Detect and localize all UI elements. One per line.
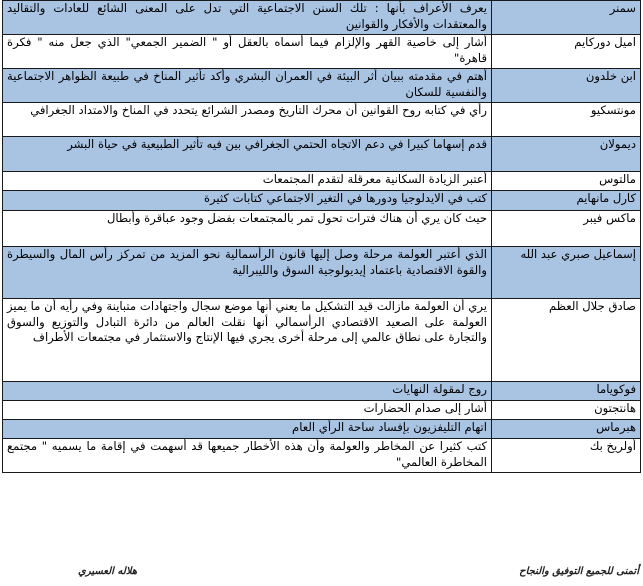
scholar-name: سمنر [492,1,641,35]
scholar-name: مونتسكيو [492,103,641,137]
table-row [3,299,641,382]
scholar-name: كارل مانهايم [492,191,641,211]
scholars-table-body [3,1,641,473]
table-row [3,191,641,211]
scholar-name: اميل دوركايم [492,35,641,69]
table-row [3,69,641,103]
table-row [3,1,641,35]
scholar-name: ديمولان [492,137,641,172]
scholar-contribution: أشار إلى صدام الحضارات [3,401,492,420]
scholar-contribution: كتب في الايدلوجيا ودورها في التغير الاجتماعي كتابات كثيرة [3,191,492,211]
scholar-contribution: يعرف الأعراف بأنها : تلك السنن الاجتماعية التي تدل على المعنى الشائع للعادات والتقاليد والمعتقدات والأفكار والقوانين [3,1,492,35]
scholar-name: مالتوس [492,172,641,191]
table-row [3,382,641,401]
scholar-contribution: يري أن العولمة مازالت قيد التشكيل ما يعني أنها موضع سجال واجتهادات متباينة وفي رأيه أن ما يميز العولمة على الصعيد الاقتصادي الرأسمالي أنها نقلت العالم من دائرة التبادل والتوزيع والسوق والتجارة على نطاق عالمي إلى مرحلة أخرى يجري فيها الإنتاج والاستثمار في مجتمعات الأطراف [3,299,492,382]
table-row [3,401,641,420]
footer-author: هلاله العسيري [78,566,138,577]
scholar-contribution: أعتبر الزيادة السكانية معرقلة لتقدم المجتمعات [3,172,492,191]
table-row [3,211,641,247]
scholar-name: إسماعيل صبري عبد الله [492,247,641,299]
scholar-name: هبرماس [492,420,641,439]
scholar-contribution: الذي أعتبر العولمة مرحلة وصل إليها قانون الرأسمالية نحو المزيد من تمركز رأس المال والسيطرة والقوة الاقتصادية باعتماد إيديولوجية السوق والليبرالية [3,247,492,299]
scholar-contribution: أهتم في مقدمته ببيان أثر البيئة في العمران البشري وأكد تأثير المناخ في طبيعة الظواهر الاجتماعية والنفسية للسكان [3,69,492,103]
scholar-name: أولريخ بك [492,439,641,473]
table-row [3,103,641,137]
table-row [3,439,641,473]
scholar-contribution: كتب كثيرا عن المخاطر والعولمة وأن هذه الأخطار جميعها قد أسهمت في إقامة ما يسميه " مجتمع المخاطرة العالمي" [3,439,492,473]
scholar-contribution: اتهام التليفزيون بإفساد ساحة الرأي العام [3,420,492,439]
footer-wish: أتمنى للجميع التوفيق والنجاح [519,566,639,577]
scholar-name: صادق جلال العظم [492,299,641,382]
scholar-name: هانتجتون [492,401,641,420]
scholar-contribution: أشار إلى خاصية القهر والإلزام فيما أسماه بالعقل أو " الضمير الجمعي" الذي جعل منه " فكرة قاهرة" [3,35,492,69]
scholar-contribution: حيث كان يري أن هناك فترات تحول تمر بالمجتمعات بفضل وجود عباقرة وأبطال [3,211,492,247]
scholars-table [2,0,641,473]
table-row [3,172,641,191]
table-row [3,35,641,69]
table-row [3,420,641,439]
table-row [3,137,641,172]
table-row [3,247,641,299]
scholar-contribution: رأي في كتابه روح القوانين أن محرك التاريخ ومصدر الشرائع يتحدد في المناخ والامتداد الجغرافي [3,103,492,137]
scholar-name: ماكس فيبر [492,211,641,247]
scholar-name: فوكوياما [492,382,641,401]
scholar-name: ابن خلدون [492,69,641,103]
scholar-contribution: روج لمقولة النهايات [3,382,492,401]
scholar-contribution: قدم إسهاما كبيرا في دعم الاتجاه الحتمي الجغرافي بين فيه تأثير الطبيعية في حياة البشر [3,137,492,172]
